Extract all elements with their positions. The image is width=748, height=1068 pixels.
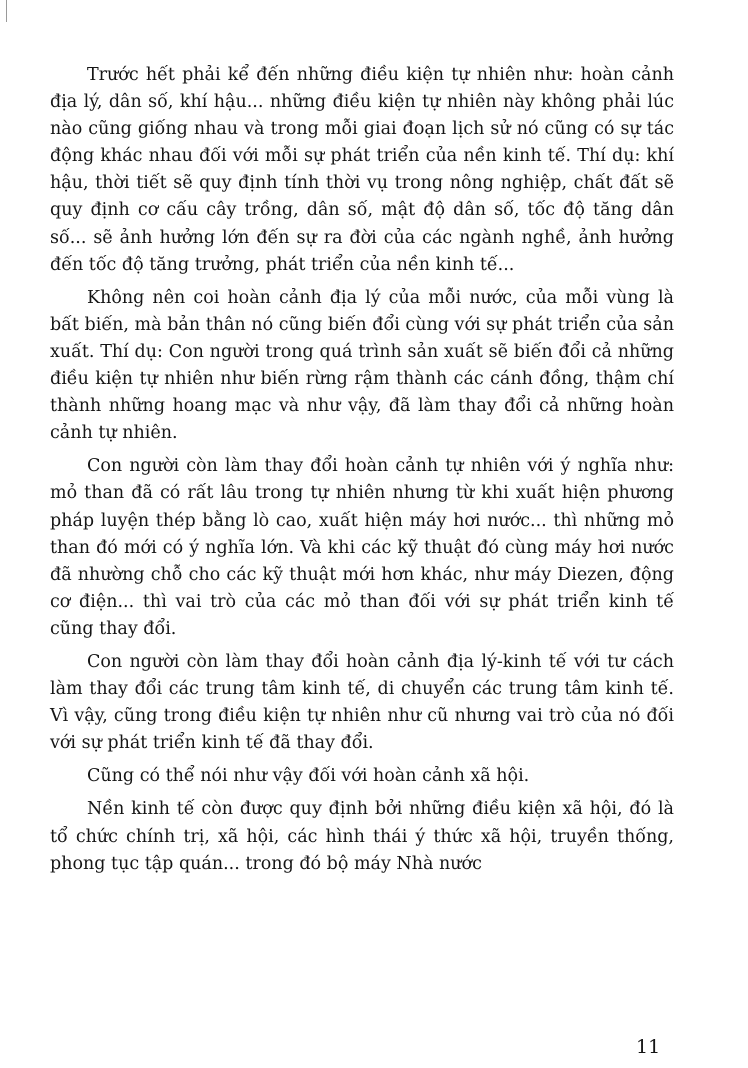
paragraph-natural-conditions: Trước hết phải kể đến những điều kiện tự nhiên như: hoàn cảnh địa lý, dân số, khí hậu... những điều kiện tự nhiên này không phải lúc nào cũng giống nhau và trong mỗi giai đoạn lịch sử nó cũng có sự tác động khác nhau đối với mỗi sự phát triển của nền kinh tế. Thí dụ: khí hậu, thời tiết sẽ quy định tính thời vụ trong nông nghiệp, chất đất sẽ quy định cơ cấu cây trồng, dân số, mật độ dân số, tốc độ tăng dân số... sẽ ảnh hưởng lớn đến sự ra đời của các ngành nghề, ảnh hưởng đến tốc độ tăng trưởng, phát triển của nền kinh tế... [50, 65, 674, 275]
paragraph-social-conditions: Cũng có thể nói như vậy đối với hoàn cảnh xã hội. [87, 766, 530, 787]
paragraph-coal-mines: Con người còn làm thay đổi hoàn cảnh tự nhiên với ý nghĩa như: mỏ than đã có rất lâu trong tự nhiên nhưng từ khi xuất hiện phương pháp luyện thép bằng lò cao, xuất hiện máy hơi nước... thì những mỏ than đó mới có ý nghĩa lớn. Và khi các kỹ thuật đó cùng máy hơi nước đã nhường chỗ cho các kỹ thuật mới hơn khác, như máy Diezen, động cơ điện... thì vai trò của các mỏ than đối với sự phát triển kinh tế cũng thay đổi. [50, 456, 674, 639]
paragraph-geography-not-fixed: Không nên coi hoàn cảnh địa lý của mỗi nước, của mỗi vùng là bất biến, mà bản thân nó cũng biến đổi cùng với sự phát triển của sản xuất. Thí dụ: Con người trong quá trình sản xuất sẽ biến đổi cả những điều kiện tự nhiên như biến rừng rậm thành các cánh đồng, thậm chí thành những hoang mạc và như vậy, đã làm thay đổi cả những hoàn cảnh tự nhiên. [50, 287, 674, 444]
scan-edge-mark [6, 0, 7, 22]
paragraph-state-apparatus: Nền kinh tế còn được quy định bởi những điều kiện xã hội, đó là tổ chức chính trị, xã hội, các hình thái ý thức xã hội, truyền thống, phong tục tập quán... trong đó bộ máy Nhà nước [50, 799, 674, 874]
paragraph-economic-centers: Con người còn làm thay đổi hoàn cảnh địa lý-kinh tế với tư cách làm thay đổi các trung tâm kinh tế, di chuyển các trung tâm kinh tế. Vì vậy, cũng trong điều kiện tự nhiên như cũ nhưng vai trò của nó đối với sự phát triển kinh tế đã thay đổi. [50, 651, 674, 754]
page-number: 11 [636, 1036, 661, 1058]
body-text [50, 62, 674, 878]
